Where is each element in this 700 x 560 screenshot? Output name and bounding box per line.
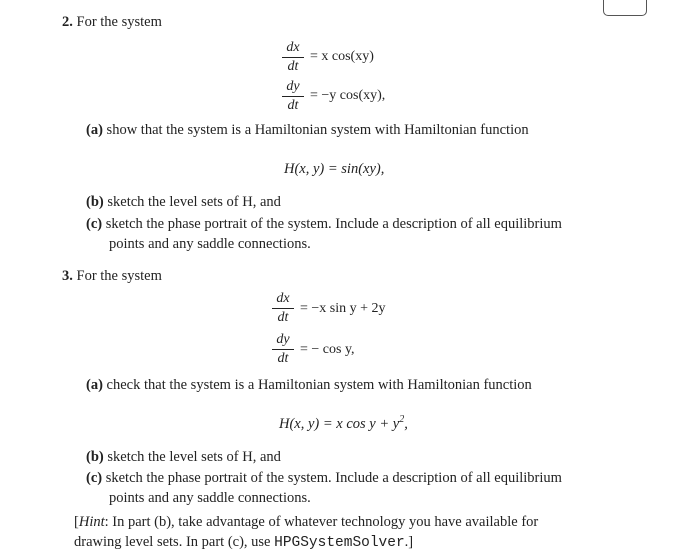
part-text: check that the system is a Hamiltonian system with Hamiltonian function bbox=[106, 377, 532, 393]
denominator: dt bbox=[277, 310, 289, 325]
hamiltonian-formula bbox=[279, 414, 408, 433]
part-b bbox=[86, 194, 281, 211]
part-text: show that the system is a Hamiltonian system with Hamiltonian function bbox=[106, 122, 529, 138]
hint-tool-name: HPGSystemSolver bbox=[274, 535, 405, 551]
part-c bbox=[86, 470, 562, 487]
numerator: dx bbox=[286, 40, 300, 55]
denominator: dt bbox=[287, 59, 299, 74]
part-label: (b) bbox=[86, 449, 104, 465]
corner-frame bbox=[603, 0, 647, 16]
fraction-bar bbox=[282, 96, 304, 97]
hamiltonian-exponent: 2 bbox=[399, 414, 405, 425]
equation-fraction bbox=[282, 40, 304, 75]
problem-3-intro bbox=[62, 268, 162, 285]
problem-number: 2. bbox=[62, 14, 73, 30]
equation-fraction bbox=[272, 332, 294, 367]
equation-fraction bbox=[282, 79, 304, 114]
equation-rhs: = −y cos(xy), bbox=[310, 88, 386, 103]
hamiltonian-formula: H(x, y) = sin(xy), bbox=[284, 161, 385, 177]
intro-text: For the system bbox=[76, 268, 162, 284]
hint-label: Hint bbox=[78, 514, 105, 530]
problem-number: 3. bbox=[62, 268, 73, 284]
equation-rhs: = −x sin y + 2y bbox=[300, 301, 386, 316]
equation-rhs: = − cos y, bbox=[300, 342, 355, 357]
part-text: sketch the phase portrait of the system. Include a description of all equilibrium bbox=[105, 216, 562, 232]
part-c bbox=[86, 216, 562, 233]
hint-close: .] bbox=[404, 534, 414, 550]
part-c-continued: points and any saddle connections. bbox=[109, 490, 311, 506]
numerator: dy bbox=[276, 332, 290, 347]
problem-2-intro bbox=[62, 14, 162, 31]
part-text: sketch the phase portrait of the system. Include a description of all equilibrium bbox=[105, 470, 562, 486]
fraction-bar bbox=[272, 308, 294, 309]
equation-fraction bbox=[272, 291, 294, 326]
numerator: dx bbox=[276, 291, 290, 306]
hamiltonian-main: H(x, y) = x cos y + y bbox=[279, 415, 400, 432]
hint-line-2 bbox=[74, 534, 413, 551]
hamiltonian-tail: , bbox=[404, 415, 408, 432]
part-b bbox=[86, 449, 281, 466]
equation-rhs: = x cos(xy) bbox=[310, 49, 374, 64]
part-c-continued: points and any saddle connections. bbox=[109, 236, 311, 252]
fraction-bar bbox=[282, 57, 304, 58]
numerator: dy bbox=[286, 79, 300, 94]
hint-line-1 bbox=[74, 514, 538, 531]
intro-text: For the system bbox=[76, 14, 162, 30]
hint-open-bracket: [ bbox=[74, 514, 79, 530]
hint-text: drawing level sets. In part (c), use bbox=[74, 534, 275, 550]
part-label: (b) bbox=[86, 194, 104, 210]
part-a bbox=[86, 377, 532, 394]
part-label: (c) bbox=[86, 470, 103, 486]
part-a bbox=[86, 122, 529, 139]
hint-text: : In part (b), take advantage of whatever technology you have available for bbox=[104, 514, 539, 530]
part-label: (a) bbox=[86, 122, 103, 138]
denominator: dt bbox=[277, 351, 289, 366]
part-text: sketch the level sets of H, and bbox=[107, 194, 281, 210]
part-label: (a) bbox=[86, 377, 103, 393]
part-label: (c) bbox=[86, 216, 103, 232]
denominator: dt bbox=[287, 98, 299, 113]
part-text: sketch the level sets of H, and bbox=[107, 449, 281, 465]
fraction-bar bbox=[272, 349, 294, 350]
